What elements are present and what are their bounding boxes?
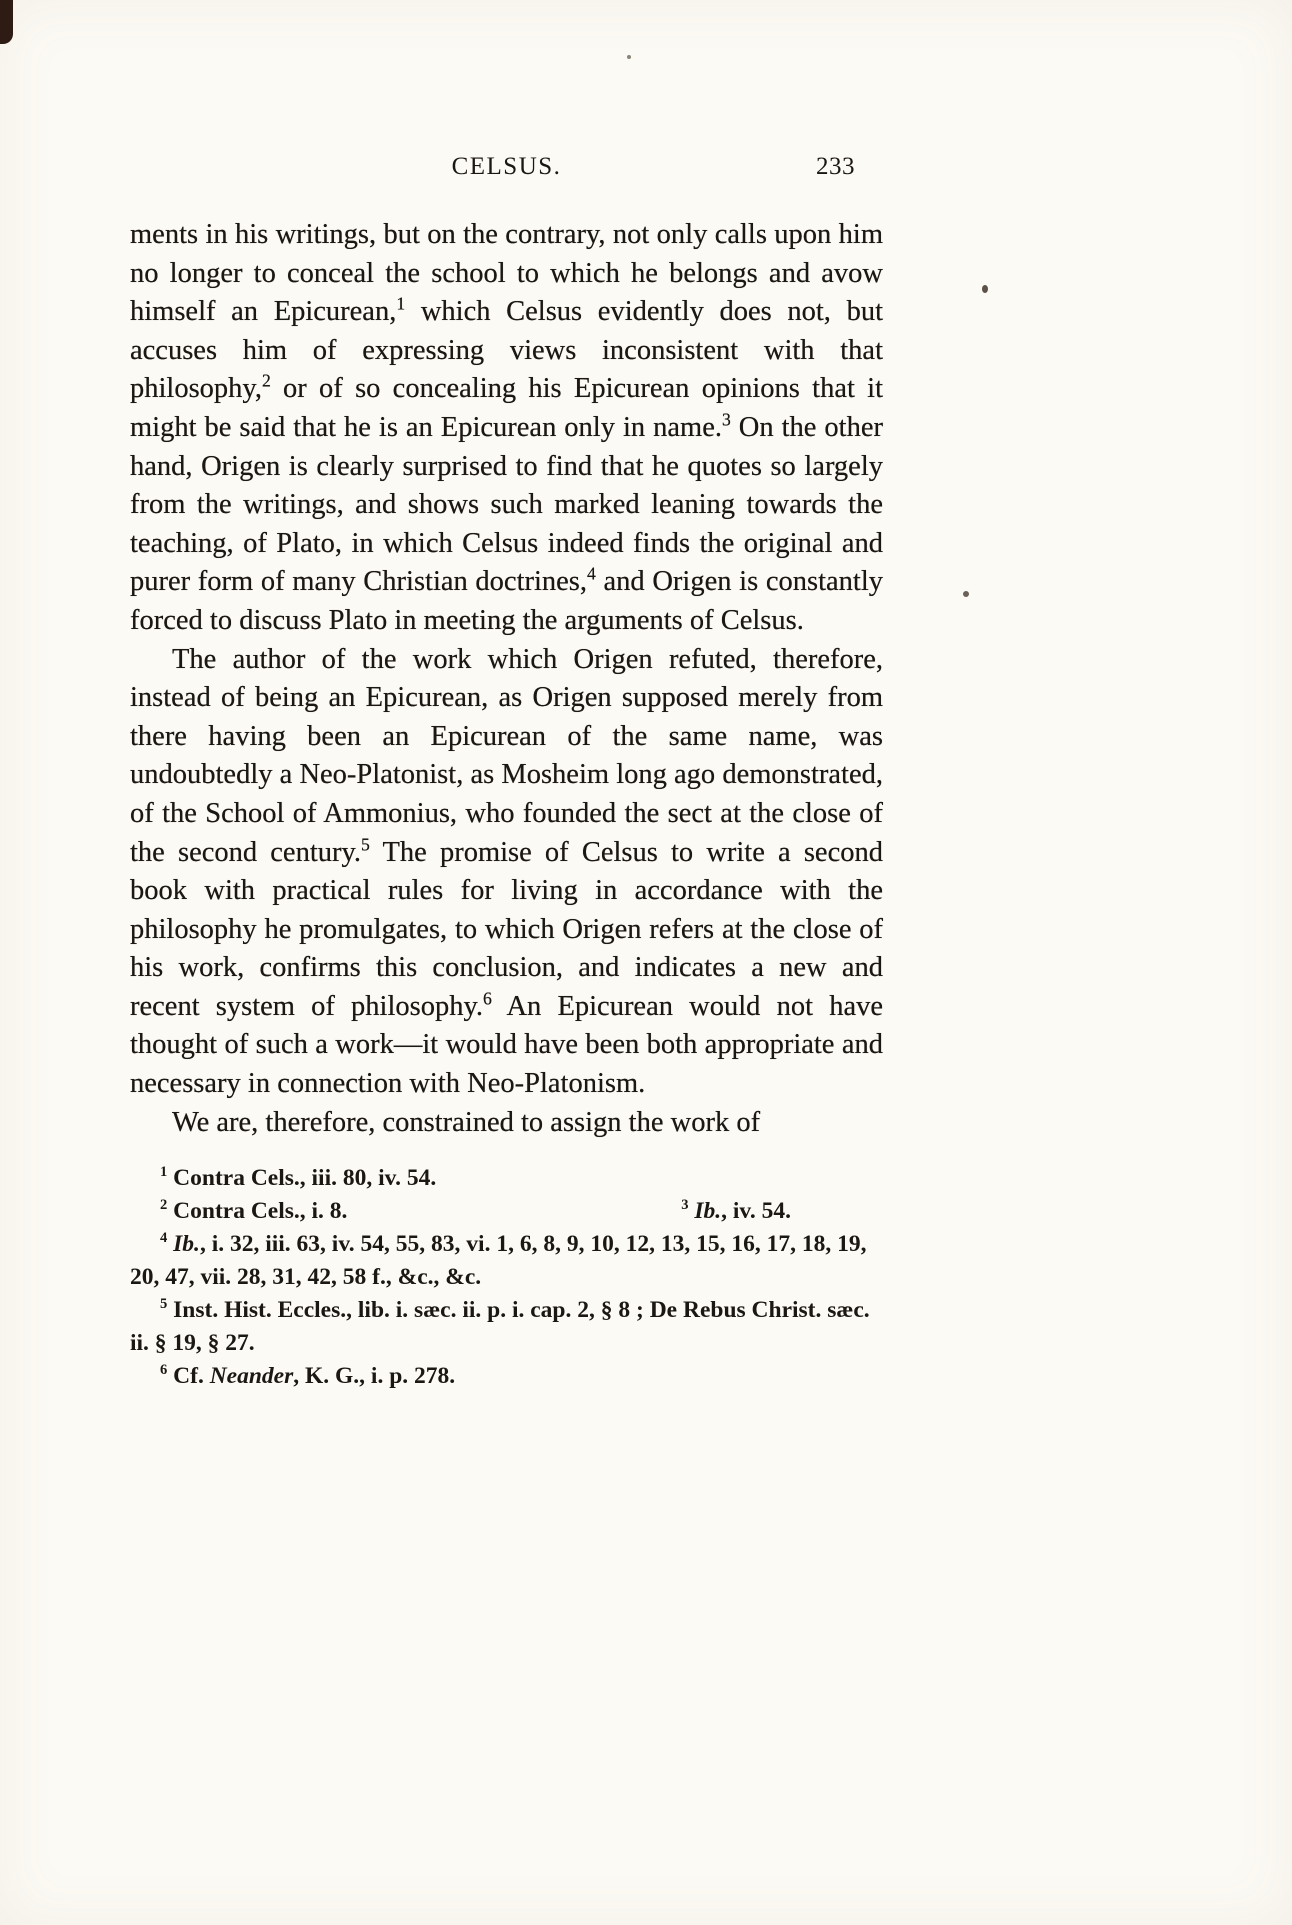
- body-text: [130, 216, 883, 1142]
- scan-speck: [982, 285, 988, 293]
- page-content: [130, 152, 883, 1393]
- page-number: 233: [816, 153, 855, 180]
- footnote-4: $^4$ Ib., i. 32, iii. 63, iv. 54, 55, 83, vi. 1, 6, 8, 9, 10, 12, 13, 15, 16, 17, 18, 19, 20, 47, vii. 28, 31, 42, 58 f., &c., &c.: [130, 1230, 867, 1291]
- paragraph-3: We are, therefore, constrained to assign the work of: [172, 1106, 761, 1138]
- running-header: [130, 152, 883, 186]
- page-title: CELSUS.: [451, 153, 562, 180]
- footnote-3: $^3$ Ib., iv. 54.: [681, 1197, 791, 1225]
- scan-speck: [627, 55, 631, 59]
- scan-artifact-corner: [0, 0, 13, 44]
- footnote-6: $^6$ Cf. Neander, K. G., i. p. 278.: [160, 1362, 456, 1390]
- scan-speck: [963, 591, 969, 597]
- footnotes: [130, 1162, 883, 1393]
- footnote-2: $^2$ Contra Cels., i. 8.: [160, 1197, 348, 1225]
- footnote-5: $^5$ Inst. Hist. Eccles., lib. i. sæc. ii. p. i. cap. 2, § 8 ; De Rebus Christ. sæc. ii. § 19, § 27.: [130, 1296, 870, 1357]
- footnote-row: [130, 1195, 883, 1228]
- paragraph-2: The author of the work which Origen refuted, therefore, instead of being an Epicurean, as Origen supposed merely from there having been an Epicurean of the same name, was undoubtedly a Neo-Platonist, as Mosheim long ago demonstrated, of the School of Ammonius, who founded the sect at the close of the second century.$^5$ The promise of Celsus to write a second book with practical rules for living in accordance with the philosophy he promulgates, to which Origen refers at the close of his work, confirms this conclusion, and indicates a new and recent system of philosophy.$^6$ An Epicurean would not have thought of such a work—it would have been both appropriate and necessary in connection with Neo-Platonism.: [130, 643, 883, 1100]
- footnote-1: $^1$ Contra Cels., iii. 80, iv. 54.: [160, 1164, 437, 1192]
- paragraph-1: ments in his writings, but on the contrary, not only calls upon him no longer to conceal the school to which he belongs and avow himself an Epicurean,$^1$ which Celsus evidently does not, but accuses him of expressing views inconsistent with that philosophy,$^2$ or of so concealing his Epicurean opinions that it might be said that he is an Epicurean only in name.$^3$ On the other hand, Origen is clearly surprised to find that he quotes so largely from the writings, and shows such marked leaning towards the teaching, of Plato, in which Celsus indeed finds the original and purer form of many Christian doctrines,$^4$ and Origen is constantly forced to discuss Plato in meeting the arguments of Celsus.: [130, 219, 884, 636]
